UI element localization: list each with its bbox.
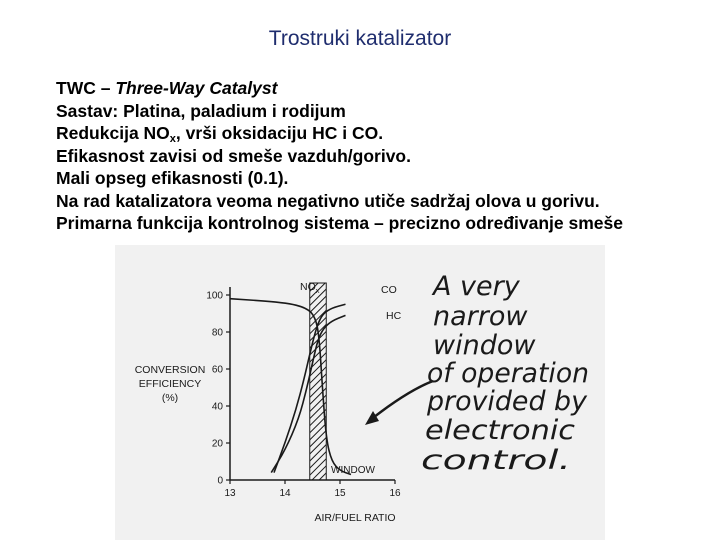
window-label: WINDOW (331, 465, 375, 476)
bullet-composition: Sastav: Platina, paladium i rodijum (56, 100, 346, 121)
ylabel-line-2: EFFICIENCY (138, 378, 202, 390)
handwritten-line-6: electronic (425, 415, 576, 446)
x-tick-label: 13 (224, 488, 236, 499)
bullet-twc-italic: Three-Way Catalyst (115, 78, 278, 98)
handwritten-line-7: control. (421, 445, 571, 476)
y-tick-label: 100 (206, 290, 223, 302)
bullet-twc-prefix: TWC – (56, 78, 116, 98)
ylabel-line-1: CONVERSION (134, 364, 206, 376)
handwritten-line-5: provided by (426, 386, 589, 417)
bullet-reduction (56, 122, 716, 145)
bullet-twc (56, 77, 716, 100)
handwritten-line-2: narrow (433, 301, 528, 332)
bullet-efficiency: Efikasnost zavisi od smeše vazduh/gorivo. (56, 145, 411, 166)
bullet-list (56, 77, 716, 235)
ylabel-line-3: (%) (161, 392, 179, 404)
y-tick-label: 60 (211, 364, 223, 376)
handwritten-line-3: window (433, 330, 536, 361)
y-tick-label: 40 (211, 401, 223, 413)
annotation-arrowhead (365, 411, 379, 425)
handwritten-annotation (421, 271, 589, 476)
bullet-control: Primarna funkcija kontrolnog sistema – precizno određivanje smeše (56, 213, 623, 233)
series-line-nox (230, 299, 351, 475)
series-label-hc: HC (386, 310, 402, 322)
series-layer (230, 299, 351, 475)
y-tick-label: 20 (211, 438, 223, 450)
handwritten-line-1: A very (433, 271, 520, 302)
x-tick-label: 14 (279, 488, 291, 499)
bullet-range: Mali opseg efikasnosti (0.1). (56, 168, 289, 188)
bullet-lead: Na rad katalizatora veoma negativno utiče sadržaj olova u gorivu. (56, 190, 600, 211)
y-ticks (206, 291, 230, 487)
handwritten-line-4: of operation (427, 358, 589, 389)
series-label-co: CO (381, 284, 397, 296)
x-axis-label: AIR/FUEL RATIO (314, 512, 396, 524)
x-tick-label: 16 (389, 488, 401, 499)
y-tick-label: 80 (211, 327, 223, 339)
series-label-nox-sub: x (315, 286, 320, 295)
bullet-reduction-suffix: , vrši oksidaciju HC i CO. (175, 123, 384, 143)
x-tick-label: 15 (334, 488, 346, 499)
series-label-nox-main: NO (300, 281, 316, 293)
annotation-arrow (369, 381, 433, 421)
window-band (310, 283, 327, 480)
efficiency-chart (115, 245, 605, 540)
bullet-reduction-prefix: Redukcija NO (56, 123, 170, 143)
y-tick-label: 0 (217, 475, 223, 487)
bullet-reduction-sub: x (169, 133, 176, 145)
x-ticks (224, 480, 401, 499)
slide-title: Trostruki katalizator (268, 27, 452, 50)
catalyst-figure (115, 245, 605, 540)
